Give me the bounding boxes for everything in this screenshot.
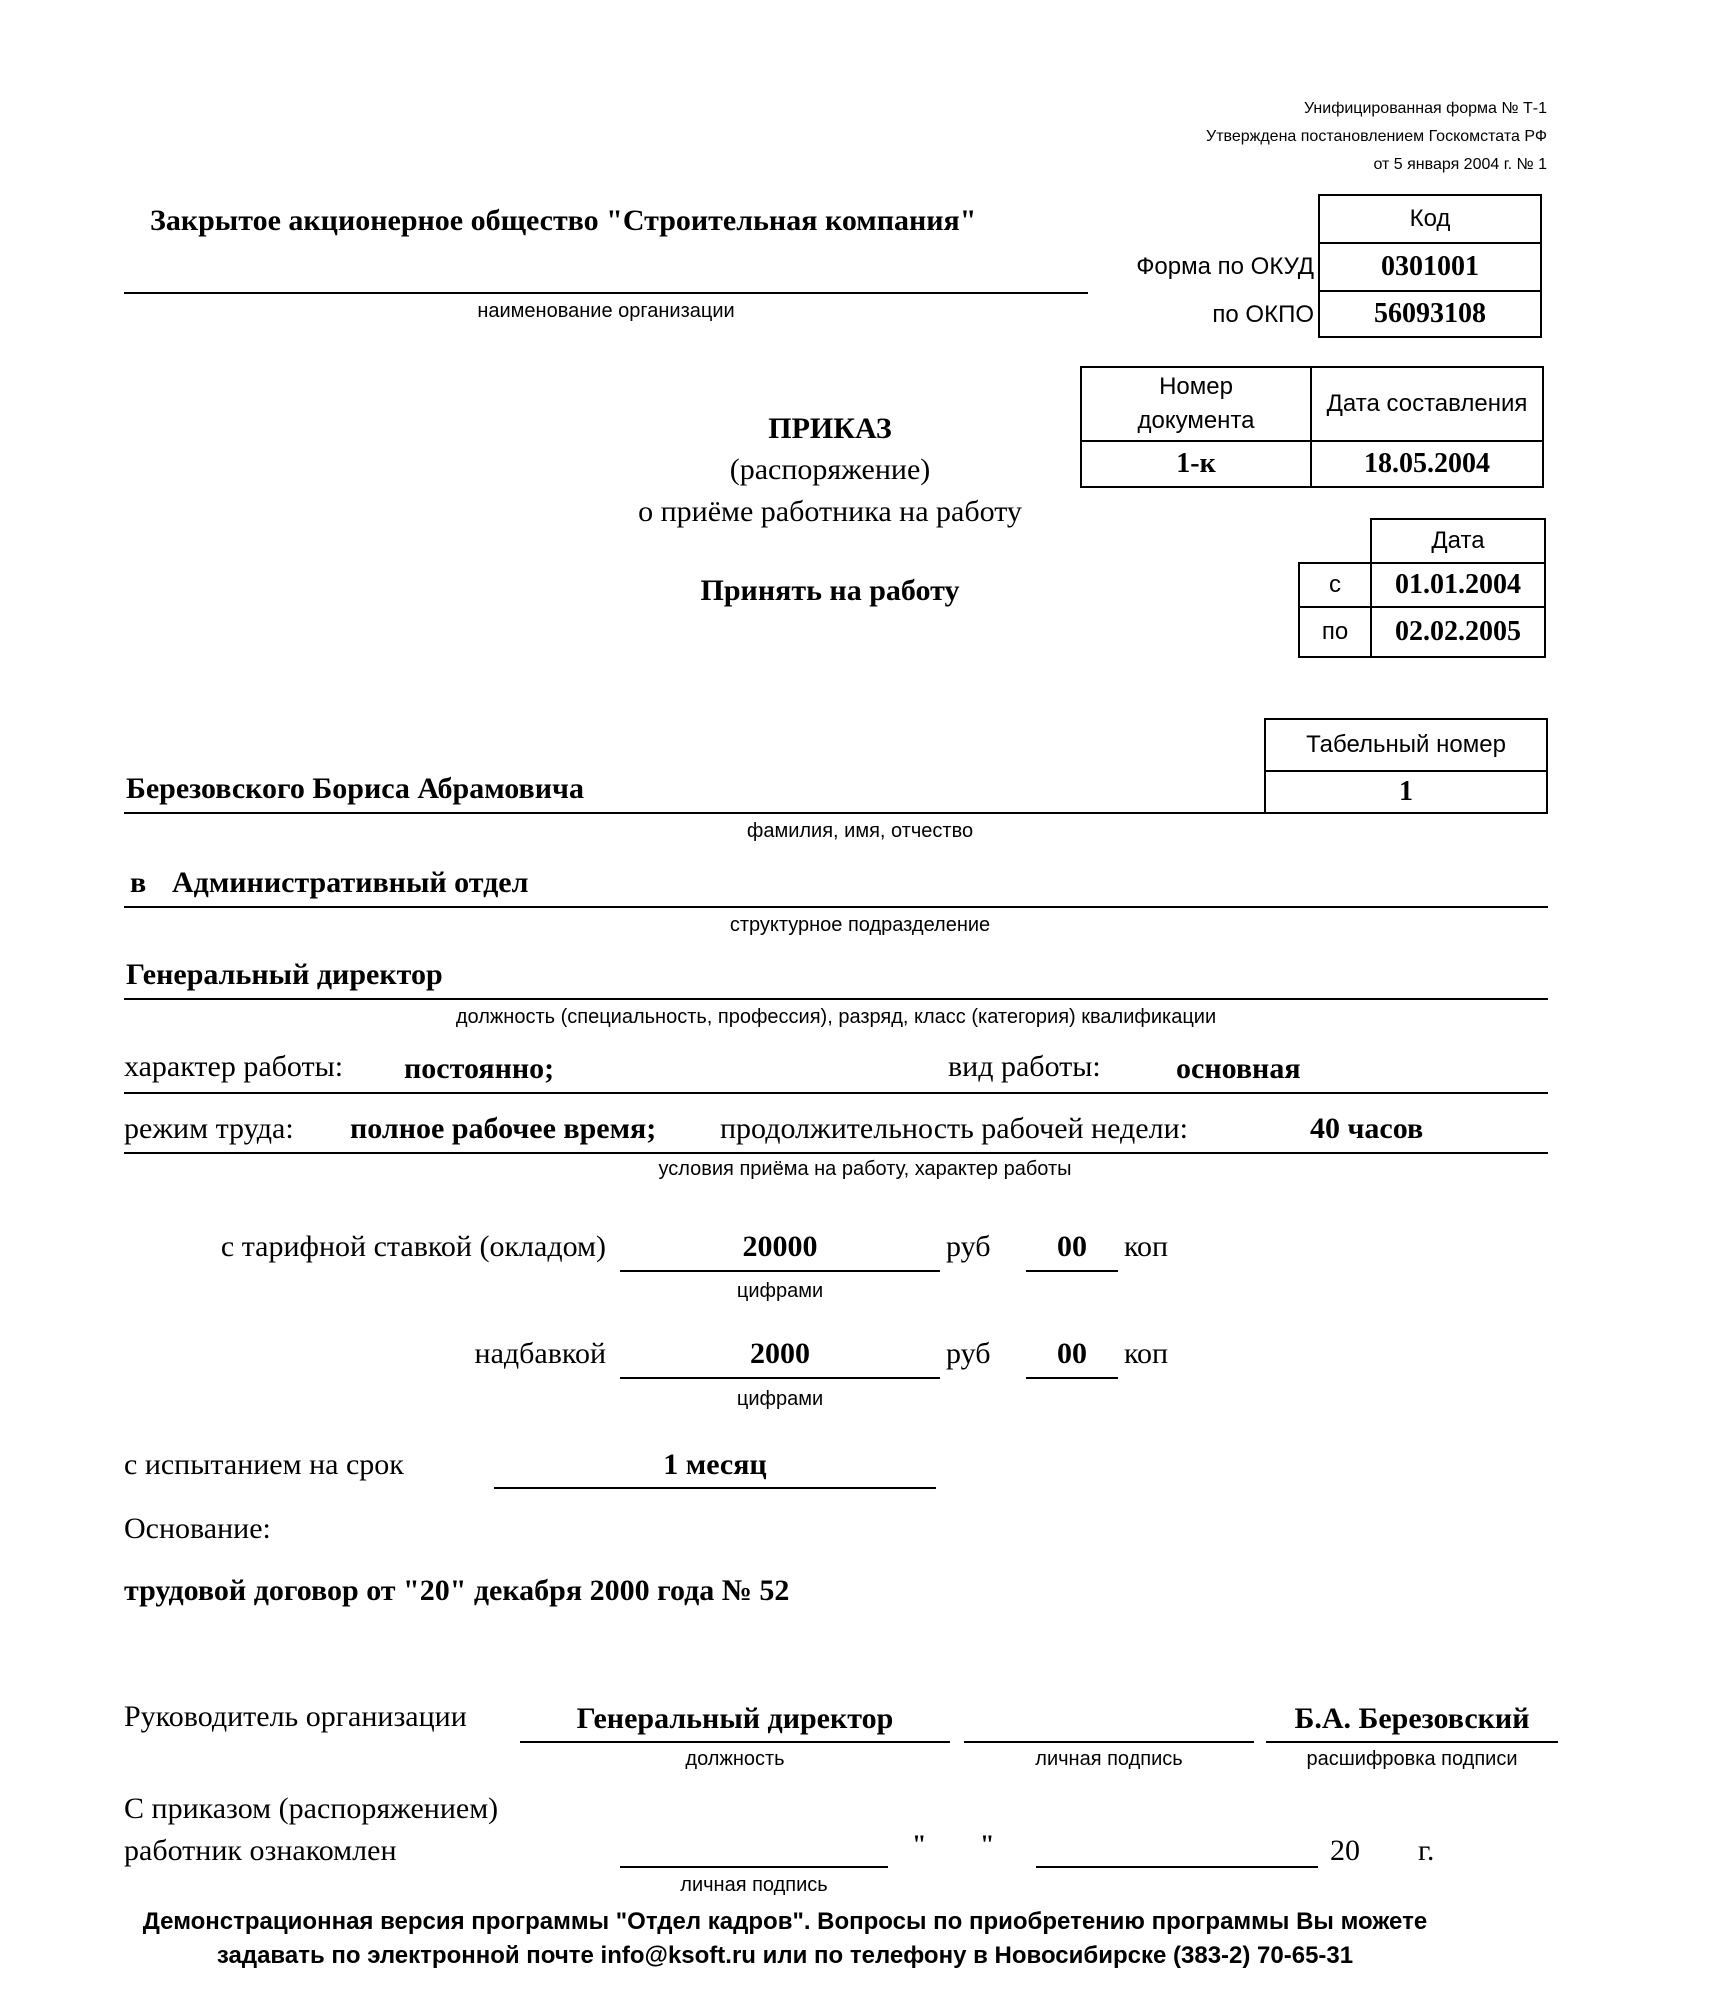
nature-value: постоянно; [404, 1052, 555, 1085]
document-date-value: 18.05.2004 [1310, 440, 1544, 488]
probation-label: с испытанием на срок [124, 1448, 404, 1481]
rate-label: с тарифной ставкой (окладом) [220, 1230, 606, 1263]
kind-label: вид работы: [948, 1050, 1101, 1083]
bonus-label: надбавкой [474, 1337, 606, 1370]
head-name-value: Б.А. Березовский [1294, 1702, 1530, 1735]
rate-kop-value: 00 [1057, 1230, 1087, 1263]
department-name: Административный отдел [172, 866, 529, 899]
organization-caption: наименование организации [477, 300, 735, 322]
footer-line2: задавать по электронной почте info@ksoft.ru или по телефону в Новосибирске (383-2) 70-65-31 [216, 1942, 1354, 1969]
rate-kop-underline [1026, 1270, 1118, 1272]
ack-year-suffix: г. [1418, 1834, 1435, 1867]
conditions-underline-2 [124, 1152, 1548, 1154]
bonus-rub-underline [620, 1377, 940, 1379]
nature-label: характер работы: [124, 1050, 344, 1083]
head-signature-caption: личная подпись [1035, 1748, 1183, 1770]
ack-line2: работник ознакомлен [124, 1834, 397, 1867]
head-label: Руководитель организации [124, 1700, 467, 1733]
employee-name-caption: фамилия, имя, отчество [746, 820, 974, 842]
ack-signature-line [620, 1866, 888, 1868]
period-header: Дата [1370, 518, 1546, 564]
tab-number-value: 1 [1264, 770, 1548, 814]
conditions-underline-1 [124, 1092, 1548, 1094]
organization-name: Закрытое акционерное общество "Строительная компания" [150, 204, 977, 237]
rate-kop-label: коп [1124, 1230, 1169, 1263]
okud-value: 0301001 [1318, 242, 1542, 292]
probation-value: 1 месяц [663, 1448, 767, 1481]
code-header: Код [1318, 194, 1542, 244]
position-name: Генеральный директор [126, 958, 443, 991]
bonus-kop-underline [1026, 1377, 1118, 1379]
order-title: ПРИКАЗ [768, 412, 892, 445]
employee-name-underline [124, 812, 1266, 814]
ack-quote-open: " [912, 1830, 927, 1859]
kind-value: основная [1176, 1052, 1301, 1085]
bonus-kop-value: 00 [1057, 1337, 1087, 1370]
approved-date: от 5 января 2004 г. № 1 [1373, 156, 1547, 173]
footer-line1: Демонстрационная версия программы "Отдел кадров". Вопросы по приобретению программы Вы можете [142, 1908, 1428, 1935]
ack-date-line [1036, 1866, 1318, 1868]
ack-quote-close: " [980, 1830, 995, 1859]
period-to-value: 02.02.2005 [1370, 606, 1546, 658]
head-name-underline [1266, 1741, 1558, 1743]
organization-underline [124, 292, 1088, 294]
department-prefix: в [130, 866, 147, 899]
head-name-caption: расшифровка подписи [1306, 1748, 1518, 1770]
tab-number-header: Табельный номер [1264, 718, 1548, 772]
form-name: Унифицированная форма № Т-1 [1303, 100, 1547, 117]
rate-digits-caption: цифрами [736, 1280, 824, 1302]
regime-label: режим труда: [124, 1112, 294, 1145]
ack-signature-caption: личная подпись [680, 1874, 828, 1896]
position-underline [124, 998, 1548, 1000]
okpo-value: 56093108 [1318, 290, 1542, 338]
order-subject: о приёме работника на работу [638, 495, 1022, 528]
document-date-header: Дата составления [1310, 366, 1544, 442]
basis-value: трудовой договор от "20" декабря 2000 года № 52 [124, 1574, 790, 1607]
okud-label: Форма по ОКУД [1136, 253, 1314, 280]
okpo-label: по ОКПО [1212, 301, 1314, 328]
approved-by: Утверждена постановлением Госкомстата РФ [1206, 128, 1547, 145]
ack-year-prefix: 20 [1330, 1834, 1360, 1867]
order-action: Принять на работу [700, 574, 960, 607]
head-position-underline [520, 1741, 950, 1743]
probation-underline [494, 1487, 936, 1489]
period-from-value: 01.01.2004 [1370, 562, 1546, 608]
regime-value: полное рабочее время; [350, 1112, 657, 1145]
conditions-caption: условия приёма на работу, характер работы [658, 1158, 1072, 1180]
basis-label: Основание: [124, 1512, 271, 1545]
period-from-label: с [1298, 562, 1372, 608]
employee-name: Березовского Бориса Абрамовича [126, 772, 584, 805]
bonus-rub-value: 2000 [750, 1337, 810, 1370]
bonus-kop-label: коп [1124, 1337, 1169, 1370]
head-position-value: Генеральный директор [576, 1702, 894, 1735]
head-position-caption: должность [685, 1748, 785, 1770]
position-caption: должность (специальность, профессия), разряд, класс (категория) квалификации [455, 1006, 1217, 1028]
document-number-header: Номер документа [1080, 366, 1312, 442]
period-to-label: по [1298, 606, 1372, 658]
ack-line1: С приказом (распоряжением) [124, 1792, 499, 1825]
week-label: продолжительность рабочей недели: [720, 1112, 1188, 1145]
order-subtitle: (распоряжение) [729, 453, 931, 486]
document-number-value: 1-к [1080, 440, 1312, 488]
bonus-rub-label: руб [946, 1337, 991, 1370]
week-value: 40 часов [1310, 1112, 1424, 1145]
department-underline [124, 906, 1548, 908]
rate-rub-underline [620, 1270, 940, 1272]
rate-rub-value: 20000 [742, 1230, 818, 1263]
head-signature-line [964, 1741, 1254, 1743]
department-caption: структурное подразделение [729, 914, 991, 936]
rate-rub-label: руб [946, 1230, 991, 1263]
bonus-digits-caption: цифрами [736, 1388, 824, 1410]
